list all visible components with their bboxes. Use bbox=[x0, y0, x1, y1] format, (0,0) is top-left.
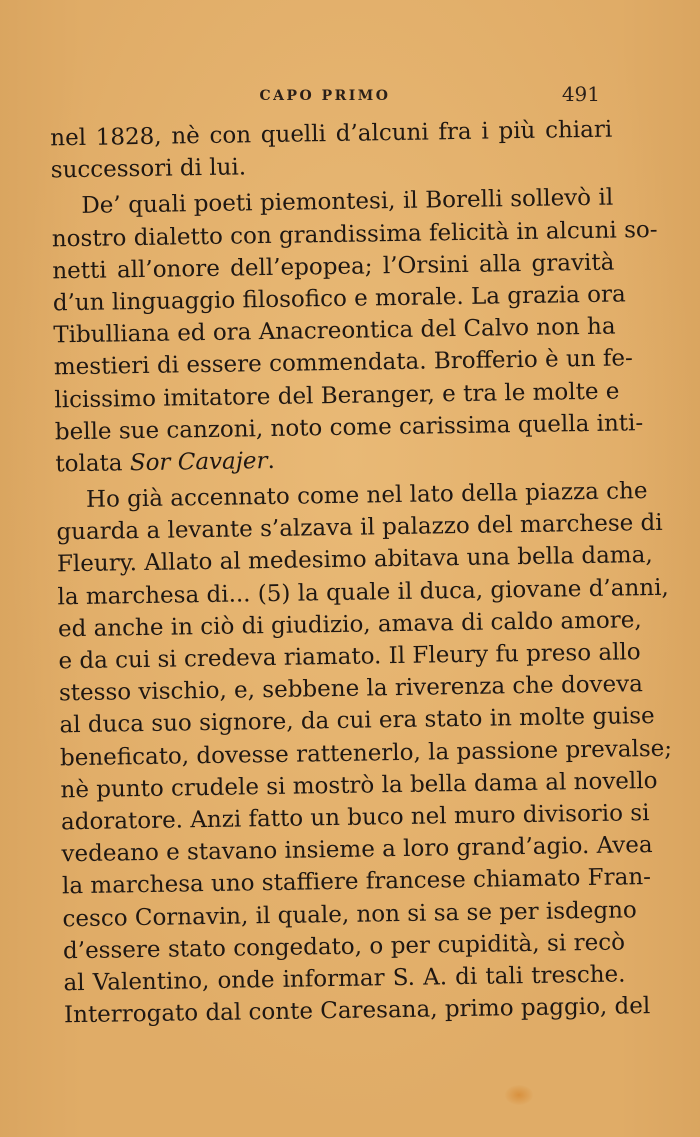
body-text bbox=[50, 114, 673, 1032]
text-line: nè punto crudele si mostrò la bella dama al novello bbox=[60, 767, 658, 804]
text-line: mestieri di essere commendata. Brofferio è un fe- bbox=[53, 345, 634, 381]
text-line: beneficato, dovesse rattenerlo, la passione prevalse; bbox=[59, 735, 673, 771]
text-line: cesco Cornavin, il quale, non si sa se per isdegno bbox=[62, 896, 637, 932]
text-line: successori di lui. bbox=[50, 154, 247, 184]
italic-title: Sor Cavajer bbox=[129, 447, 268, 477]
text-line: la marchesa di... (5) la quale il duca, giovane d’anni, bbox=[57, 574, 669, 610]
text-line: la marchesa uno staffiere francese chiamato Fran- bbox=[61, 864, 652, 900]
running-head bbox=[0, 82, 700, 112]
text-line: al Valentino, onde informar S. A. di tali tresche. bbox=[63, 961, 626, 997]
text-line: belle sue canzoni, noto come carissima quella inti- bbox=[54, 409, 644, 446]
text-fragment: tolata bbox=[55, 450, 131, 478]
text-line: ed anche in ciò di giudizio, amava di caldo amore, bbox=[57, 606, 642, 643]
text-line: licissimo imitatore del Beranger, e tra le molte e bbox=[54, 378, 620, 413]
text-line: vedeano e stavano insieme a loro grand’agio. Avea bbox=[61, 832, 653, 868]
text-line: De’ quali poeti piemontesi, il Borelli sollevò il bbox=[81, 184, 614, 220]
text-line: nel 1828, nè con quelli d’alcuni fra i più chiari bbox=[50, 116, 613, 152]
text-line: Tibulliana ed ora Anacreontica del Calvo non ha bbox=[53, 313, 616, 349]
text-fragment: . bbox=[267, 447, 276, 474]
text-line: d’essere stato congedato, o per cupidità, si recò bbox=[62, 929, 626, 964]
text-line: Ho già accennato come nel lato della piazza che bbox=[85, 478, 648, 513]
text-line: nostro dialetto con grandissima felicità in alcuni so- bbox=[51, 216, 658, 252]
text-line: e da cui si credeva riamato. Il Fleury fu preso allo bbox=[58, 639, 641, 675]
text-line: al duca suo signore, da cui era stato in molte guise bbox=[59, 703, 655, 739]
text-line: Interrogato dal conte Caresana, primo paggio, del bbox=[63, 993, 651, 1029]
text-line: adoratore. Anzi fatto un buco nel muro divisorio si bbox=[60, 800, 650, 836]
text-line: guarda a levante s’alzava il palazzo del marchese di bbox=[56, 510, 663, 546]
text-line: netti all’onore dell’epopea; l’Orsini alla gravità bbox=[52, 249, 615, 285]
paper-stain bbox=[505, 1085, 533, 1105]
running-title: CAPO PRIMO bbox=[259, 88, 391, 104]
page-number: 491 bbox=[561, 82, 600, 106]
text-line: stesso vischio, e, sebbene la riverenza che doveva bbox=[58, 671, 644, 707]
text-line: d’un linguaggio filosofico e morale. La grazia ora bbox=[52, 281, 626, 317]
text-line: Fleury. Allato al medesimo abitava una bella dama, bbox=[56, 542, 653, 578]
